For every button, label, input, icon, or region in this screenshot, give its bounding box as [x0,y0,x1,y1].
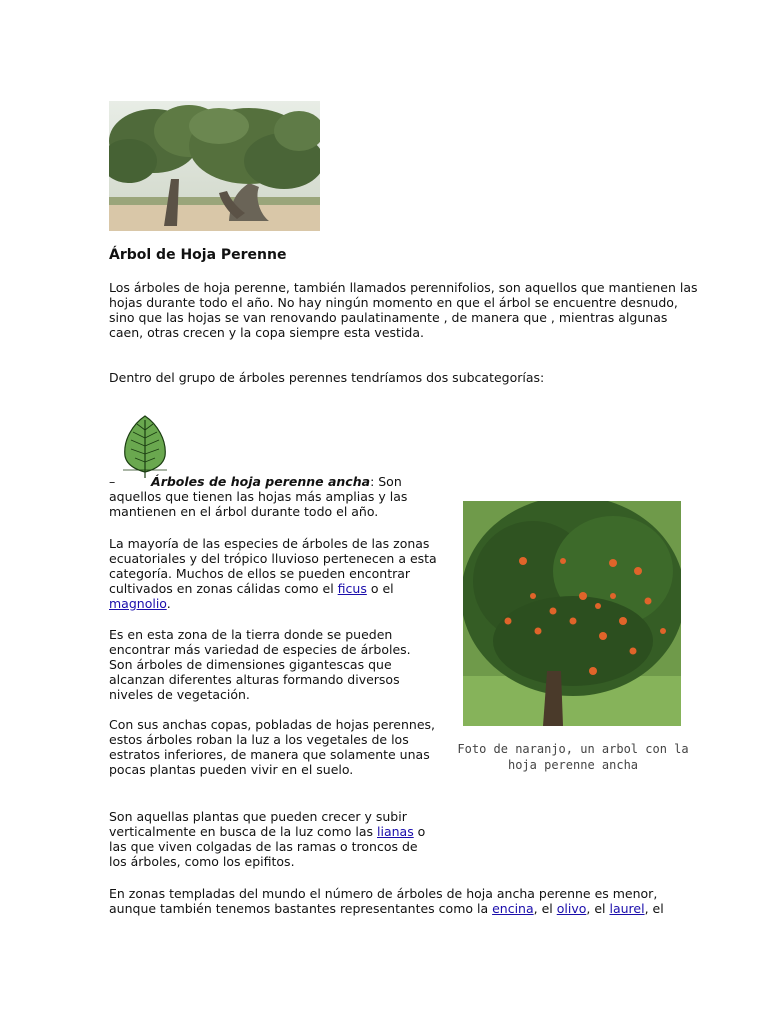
section-intro-paragraph [109,474,441,519]
section-heading-rest: : Son aquellos que tienen las hojas más amplias y las mantienen en el árbol durante todo el año. [109,474,408,519]
paragraph-species: La mayoría de las especies de árboles de las zonas ecuatoriales y del trópico lluvioso pertenecen a esta categoría. Muchos de ellos se pueden encontrar cultivados en zonas cálidas como el ficus o el magnolio. [109,536,437,611]
link-encina[interactable]: encina [492,901,534,916]
link-ficus[interactable]: ficus [337,581,367,596]
olive-tree-photo [109,101,320,231]
paragraph-canopy: Con sus anchas copas, pobladas de hojas perennes, estos árboles roban la luz a los vegetales de los estratos inferiores, de manera que solamente unas pocas plantas pueden vivir en el suelo. [109,717,436,777]
broad-leaf-icon [121,412,169,480]
page-title: Árbol de Hoja Perenne [109,247,287,263]
section-dash: – [109,474,116,489]
intro-paragraph: Los árboles de hoja perenne, también llamados perennifolios, son aquellos que mantienen las hojas durante todo el año. No hay ningún momento en que el árbol se encuentre desnudo, sino que las hojas se van renovando paulatinamente , de manera que , mientras algunas caen, otras crecen y la copa siempre esta vestida. [109,280,698,340]
orange-photo-caption: Foto de naranjo, un arbol con la hoja perenne ancha [457,742,689,772]
paragraph-temperate: En zonas templadas del mundo el número de árboles de hoja ancha perenne es menor, aunque también tenemos bastantes representantes como la encina, el olivo, el laurel, el [109,886,664,916]
orange-tree-photo [463,501,681,726]
subcategories-intro: Dentro del grupo de árboles perennes tendríamos dos subcategorías: [109,370,545,385]
link-magnolio[interactable]: magnolio [109,596,167,611]
link-olivo[interactable]: olivo [556,901,587,916]
link-laurel[interactable]: laurel [609,901,645,916]
link-lianas[interactable]: lianas [377,824,414,839]
paragraph-climbers: Son aquellas plantas que pueden crecer y subir verticalmente en busca de la luz como las lianas o las que viven colgadas de las ramas o troncos de los árboles, como los epifitos. [109,809,426,869]
paragraph-variety: Es en esta zona de la tierra donde se pueden encontrar más variedad de especies de árboles. Son árboles de dimensiones gigantescas que alcanzan diferentes alturas formando diversos niveles de vegetación. [109,627,411,702]
section-heading: Árboles de hoja perenne ancha [151,474,371,489]
